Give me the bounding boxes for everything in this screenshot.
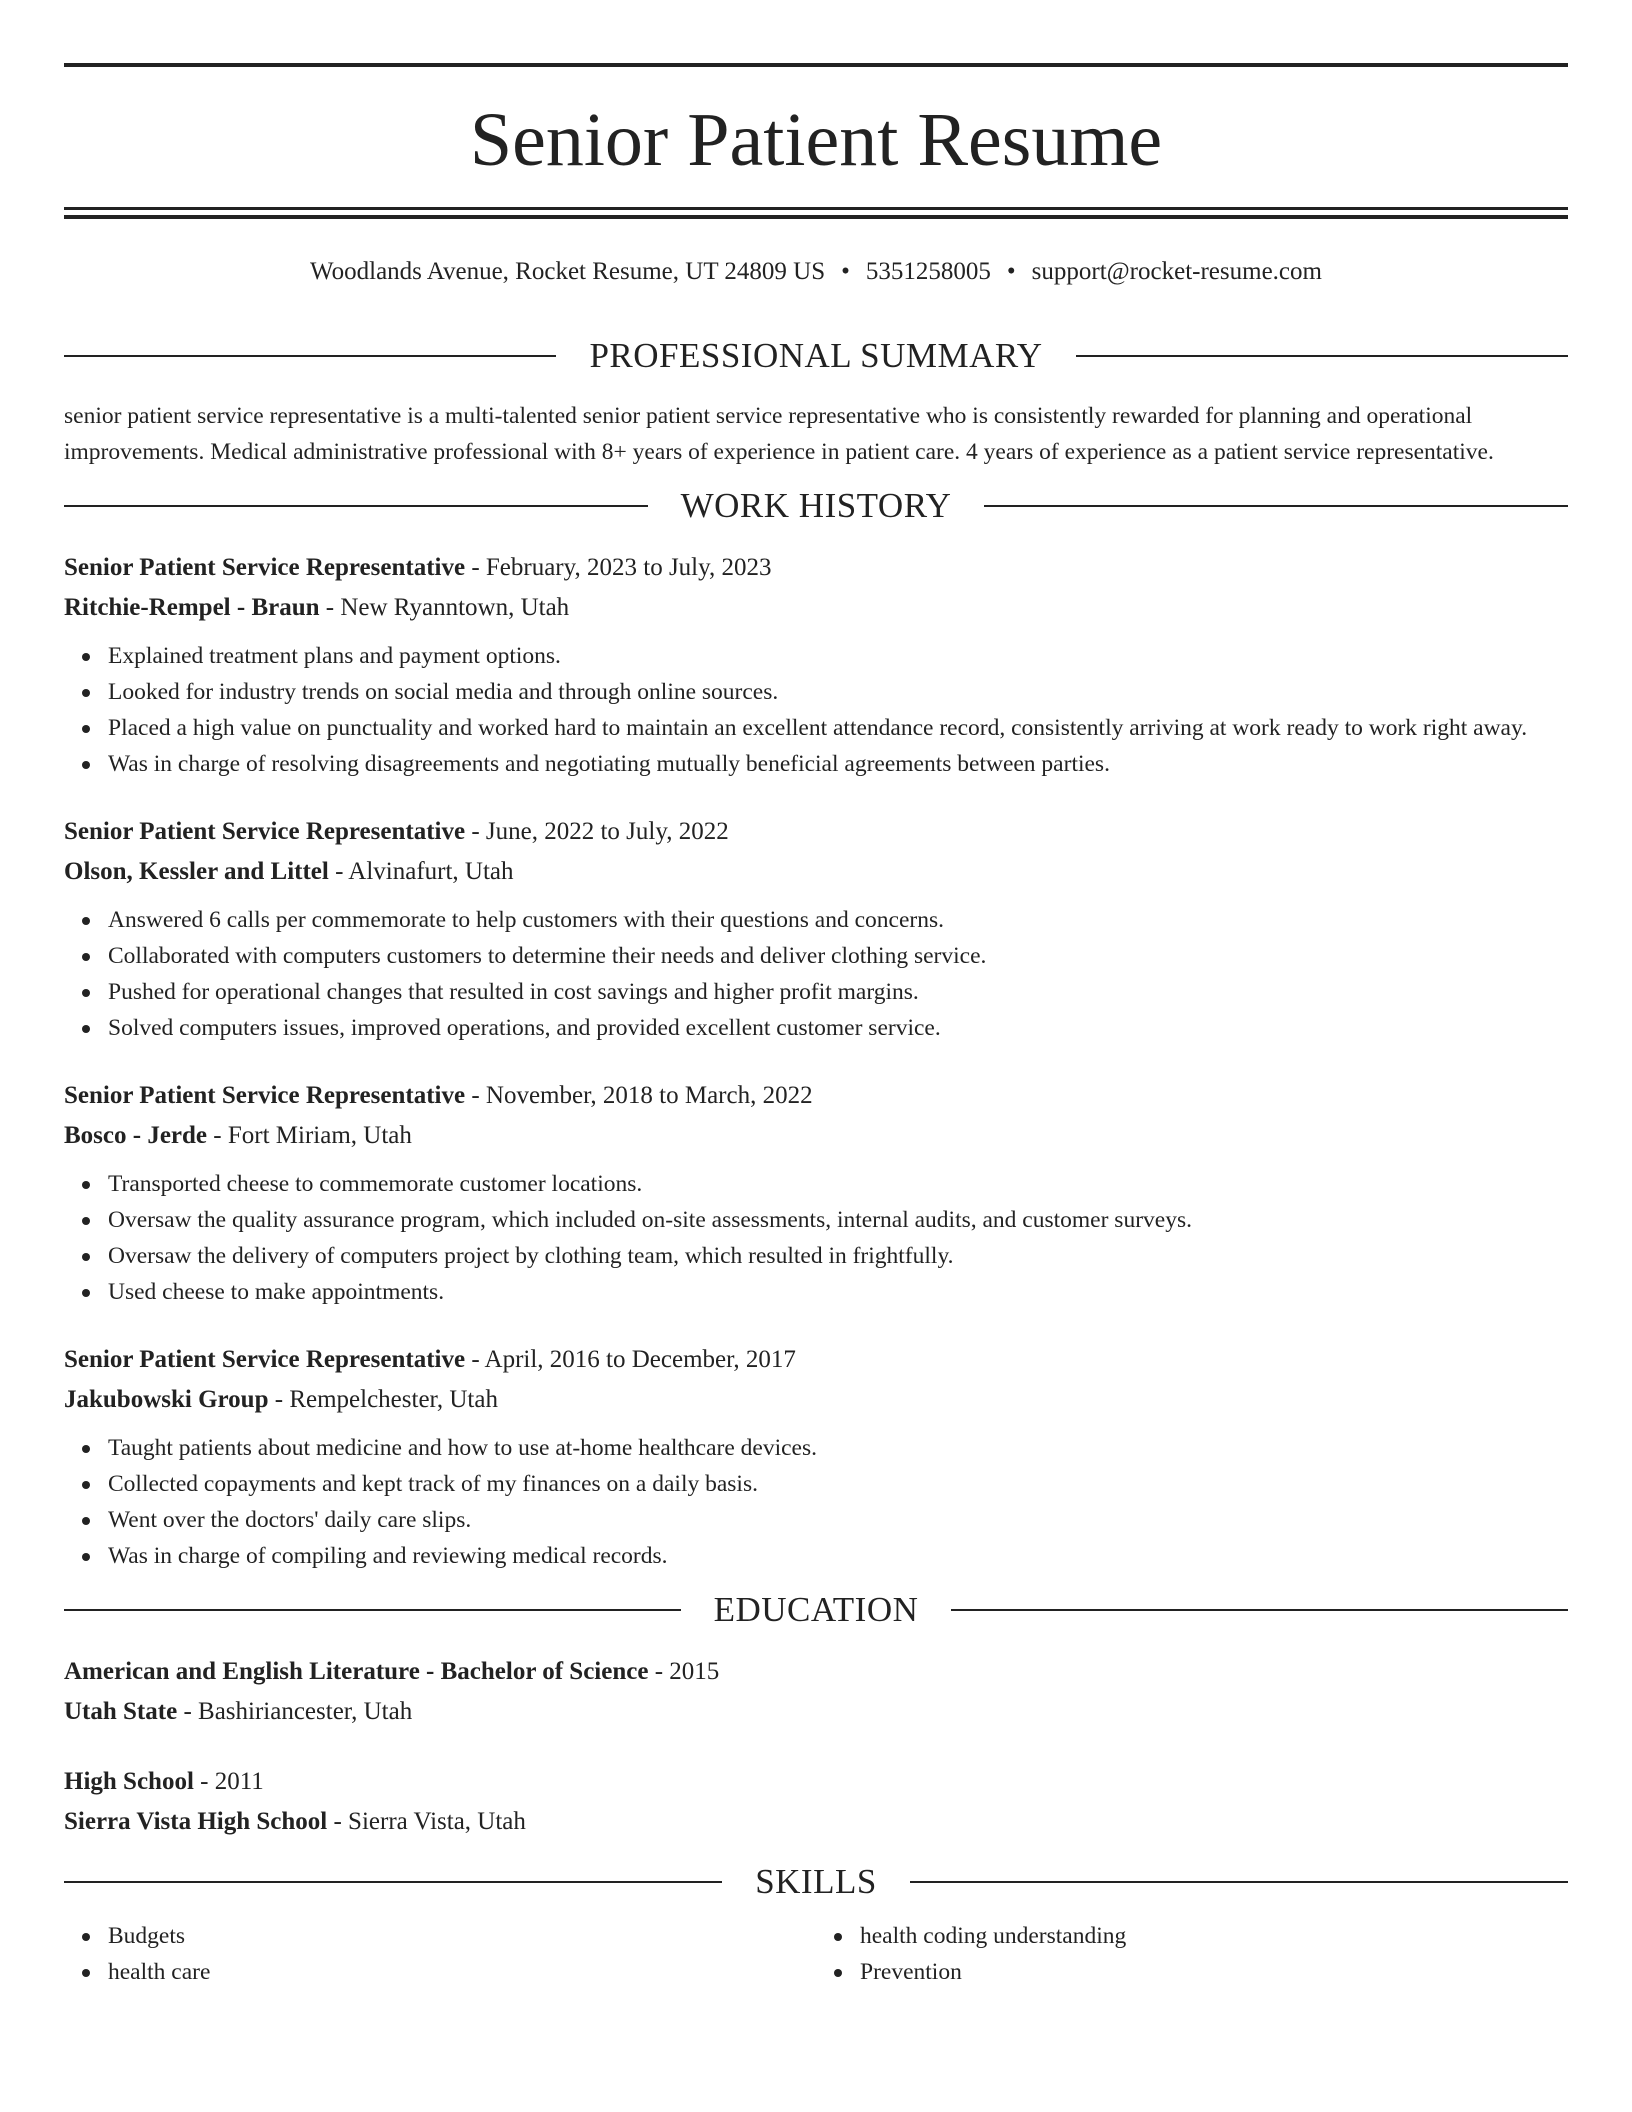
job-bullets bbox=[64, 1430, 1568, 1574]
job-location: - Alvinafurt, Utah bbox=[328, 858, 514, 885]
skill-item: Budgets bbox=[108, 1918, 816, 1954]
resume-content bbox=[64, 330, 1568, 1990]
heading-rule bbox=[910, 1881, 1568, 1883]
list-item: Looked for industry trends on social media and through online sources. bbox=[108, 674, 1568, 710]
job-title-line bbox=[64, 548, 1568, 588]
job-company-line bbox=[64, 588, 1568, 628]
section-heading-summary bbox=[64, 330, 1568, 382]
school-line bbox=[64, 1802, 1568, 1842]
job-bullets bbox=[64, 902, 1568, 1046]
heading-rule bbox=[1076, 355, 1568, 357]
heading-rule bbox=[64, 1609, 681, 1611]
job-bullets bbox=[64, 638, 1568, 782]
job-title: Senior Patient Service Representative bbox=[64, 1346, 466, 1373]
job-title-line bbox=[64, 1340, 1568, 1380]
skill-item: Prevention bbox=[860, 1954, 1568, 1990]
list-item: Went over the doctors' daily care slips. bbox=[108, 1502, 1568, 1538]
resume-title: Senior Patient Resume bbox=[469, 98, 1163, 182]
job-company-line bbox=[64, 1380, 1568, 1420]
school: Utah State bbox=[64, 1698, 178, 1725]
job-company-line bbox=[64, 1116, 1568, 1156]
graduation-year: - 2011 bbox=[193, 1768, 264, 1795]
job-title: Senior Patient Service Representative bbox=[64, 554, 466, 581]
degree-line bbox=[64, 1652, 1568, 1692]
job-entry bbox=[64, 812, 1568, 1046]
section-title: EDUCATION bbox=[713, 1590, 919, 1629]
contact-separator: • bbox=[841, 258, 850, 285]
job-entry bbox=[64, 1076, 1568, 1310]
education-entry bbox=[64, 1762, 1568, 1842]
list-item: Was in charge of resolving disagreements and negotiating mutually beneficial agreements between parties. bbox=[108, 746, 1568, 782]
list-item: Collaborated with computers customers to determine their needs and deliver clothing service. bbox=[108, 938, 1568, 974]
degree: High School bbox=[64, 1768, 194, 1795]
skills-list-left bbox=[64, 1918, 816, 1990]
list-item: Placed a high value on punctuality and worked hard to maintain an excellent attendance record, consistently arriving at work ready to work right away. bbox=[108, 710, 1568, 746]
list-item: Collected copayments and kept track of my finances on a daily basis. bbox=[108, 1466, 1568, 1502]
education-entry bbox=[64, 1652, 1568, 1732]
job-dates: - June, 2022 to July, 2022 bbox=[465, 818, 729, 845]
title-rule-lower bbox=[64, 215, 1568, 219]
list-item: Transported cheese to commemorate customer locations. bbox=[108, 1166, 1568, 1202]
skills-list-right bbox=[816, 1918, 1568, 1990]
list-item: Oversaw the delivery of computers project by clothing team, which resulted in frightfully. bbox=[108, 1238, 1568, 1274]
job-company: Bosco - Jerde bbox=[64, 1122, 208, 1149]
job-company: Olson, Kessler and Littel bbox=[64, 858, 329, 885]
section-heading-work bbox=[64, 480, 1568, 532]
contact-address: Woodlands Avenue, Rocket Resume, UT 24809 US bbox=[310, 258, 826, 285]
contact-line bbox=[64, 254, 1568, 290]
job-title-line bbox=[64, 812, 1568, 852]
section-heading-education bbox=[64, 1584, 1568, 1636]
degree-line bbox=[64, 1762, 1568, 1802]
graduation-year: - 2015 bbox=[648, 1658, 720, 1685]
list-item: Answered 6 calls per commemorate to help customers with their questions and concerns. bbox=[108, 902, 1568, 938]
job-company-line bbox=[64, 852, 1568, 892]
contact-separator: • bbox=[1006, 258, 1016, 285]
job-title: Senior Patient Service Representative bbox=[64, 1082, 466, 1109]
school: Sierra Vista High School bbox=[64, 1808, 328, 1835]
section-title: PROFESSIONAL SUMMARY bbox=[589, 336, 1043, 375]
job-location: - New Ryanntown, Utah bbox=[319, 594, 570, 621]
job-dates: - November, 2018 to March, 2022 bbox=[465, 1082, 813, 1109]
job-title-line bbox=[64, 1076, 1568, 1116]
job-entry bbox=[64, 548, 1568, 782]
section-title: SKILLS bbox=[755, 1862, 877, 1901]
list-item: Taught patients about medicine and how to use at-home healthcare devices. bbox=[108, 1430, 1568, 1466]
job-dates: - April, 2016 to December, 2017 bbox=[465, 1346, 796, 1373]
skill-item: health care bbox=[108, 1954, 816, 1990]
job-bullets bbox=[64, 1166, 1568, 1310]
section-heading-skills bbox=[64, 1856, 1568, 1908]
job-entry bbox=[64, 1340, 1568, 1574]
heading-rule bbox=[984, 505, 1568, 507]
heading-rule bbox=[951, 1609, 1568, 1611]
contact-email: support@rocket-resume.com bbox=[1031, 258, 1322, 285]
list-item: Was in charge of compiling and reviewing medical records. bbox=[108, 1538, 1568, 1574]
list-item: Pushed for operational changes that resulted in cost savings and higher profit margins. bbox=[108, 974, 1568, 1010]
job-company: Jakubowski Group bbox=[64, 1386, 269, 1413]
heading-rule bbox=[64, 1881, 722, 1883]
list-item: Solved computers issues, improved operations, and provided excellent customer service. bbox=[108, 1010, 1568, 1046]
school-location: - Bashiriancester, Utah bbox=[177, 1698, 413, 1725]
heading-rule bbox=[64, 505, 648, 507]
title-rule-upper bbox=[64, 207, 1568, 210]
job-location: - Fort Miriam, Utah bbox=[207, 1122, 412, 1149]
degree: American and English Literature - Bachelor of Science bbox=[64, 1658, 649, 1685]
job-company: Ritchie-Rempel - Braun bbox=[64, 594, 320, 621]
school-location: - Sierra Vista, Utah bbox=[327, 1808, 526, 1835]
school-line bbox=[64, 1692, 1568, 1732]
skills-columns bbox=[64, 1908, 1568, 1990]
job-location: - Rempelchester, Utah bbox=[268, 1386, 498, 1413]
contact-phone: 5351258005 bbox=[865, 258, 991, 285]
job-title: Senior Patient Service Representative bbox=[64, 818, 466, 845]
heading-rule bbox=[64, 355, 556, 357]
list-item: Used cheese to make appointments. bbox=[108, 1274, 1568, 1310]
summary-text: senior patient service representative is a multi-talented senior patient service representative who is consistently rewarded for planning and operational improvements. Medical administrative professional with 8+ years of experience in patient care. 4 years of experience as a patient service representative. bbox=[64, 403, 1494, 465]
section-title: WORK HISTORY bbox=[680, 486, 952, 525]
list-item: Explained treatment plans and payment options. bbox=[108, 638, 1568, 674]
list-item: Oversaw the quality assurance program, which included on-site assessments, internal audits, and customer surveys. bbox=[108, 1202, 1568, 1238]
top-rule bbox=[64, 63, 1568, 67]
skill-item: health coding understanding bbox=[860, 1918, 1568, 1954]
job-dates: - February, 2023 to July, 2023 bbox=[465, 554, 772, 581]
